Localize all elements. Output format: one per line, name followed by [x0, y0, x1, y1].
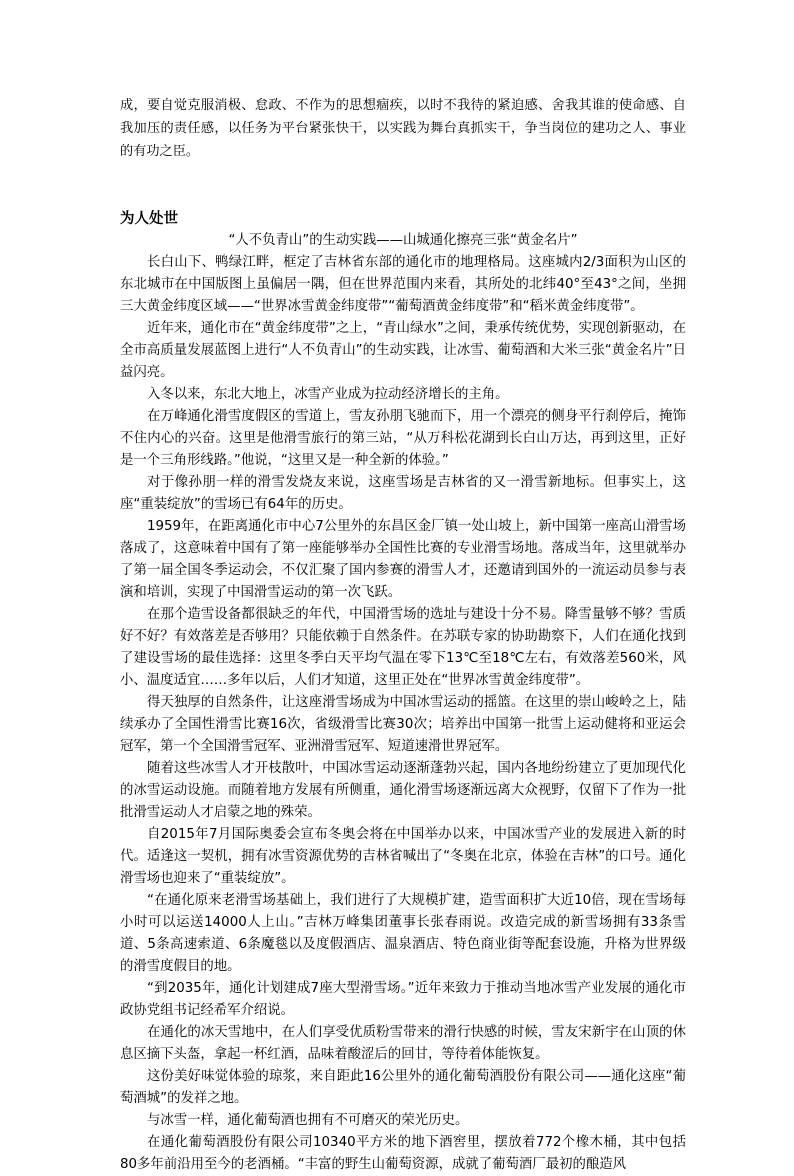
paragraph: 得天独厚的自然条件，让这座滑雪场成为中国冰雪运动的摇篮。在这里的崇山峻岭之上，陆续承办了全国性滑雪比赛16次，省级滑雪比赛30次；培养出中国第一批雪上运动健将和亚运会冠军，第一个全国滑雪冠军、亚洲滑雪冠军、短道速滑世界冠军。 — [120, 695, 686, 754]
intro-block — [120, 94, 686, 163]
paragraph: 对于像孙朋一样的滑雪发烧友来说，这座雪场是吉林省的又一滑雪新地标。但事实上，这座“重装绽放”的雪场已有64年的历史。 — [120, 475, 686, 512]
paragraph: 入冬以来，东北大地上，冰雪产业成为拉动经济增长的主角。 — [147, 387, 509, 402]
paragraph: 在通化葡萄酒股份有限公司10340平方米的地下酒窖里，摆放着772个橡木桶，其中包括80多年前沿用至今的老酒桶。“丰富的野生山葡萄资源，成就了葡萄酒厂最初的酿造风 — [120, 1135, 686, 1172]
paragraph: “到2035年，通化计划建成7座大型滑雪场。”近年来致力于推动当地冰雪产业发展的通化市政协党组书记经希军介绍说。 — [120, 981, 686, 1018]
paragraph: 近年来，通化市在“黄金纬度带”之上，“青山绿水”之间，秉承传统优势，实现创新驱动，在全市高质量发展蓝图上进行“人不负青山”的生动实践，让冰雪、葡萄酒和大米三张“黄金名片”日益闪亮。 — [120, 321, 686, 380]
paragraph: 在那个造雪设备都很缺乏的年代，中国滑雪场的选址与建设十分不易。降雪量够不够？雪质好不好？有效落差是否够用？只能依赖于自然条件。在苏联专家的协助勘察下，人们在通化找到了建设雪场的最佳选择：这里冬季白天平均气温在零下13℃至18℃左右，有效落差560米，风小、温度适宜……多年以后，人们才知道，这里正处在“世界冰雪黄金纬度带”。 — [120, 607, 686, 688]
paragraph: 1959年，在距离通化市中心7公里外的东昌区金厂镇一处山坡上，新中国第一座高山滑雪场落成了，这意味着中国有了第一座能够举办全国性比赛的专业滑雪场地。落成当年，这里就举办了第一届全国冬季运动会，不仅汇聚了国内参赛的滑雪人才，还邀请到国外的一流运动员参与表演和培训，实现了中国滑雪运动的第一次飞跃。 — [120, 519, 686, 600]
paragraph: 自2015年7月国际奥委会宣布冬奥会将在中国举办以来，中国冰雪产业的发展进入新的时代。适逢这一契机，拥有冰雪资源优势的吉林省喊出了“冬奥在北京，体验在吉林”的口号。通化滑雪场也迎来了“重装绽放”。 — [120, 827, 686, 886]
paragraph: 在万峰通化滑雪度假区的雪道上，雪友孙朋飞驰而下，用一个漂亮的侧身平行刹停后，掩饰不住内心的兴奋。这里是他滑雪旅行的第三站，“从万科松花湖到长白山万达，再到这里，正好是一个三角形线路。”他说，“这里又是一种全新的体验。” — [120, 409, 686, 468]
article-body — [120, 252, 686, 1176]
paragraph: 长白山下、鸭绿江畔，框定了吉林省东部的通化市的地理格局。这座城内2/3面积为山区的东北城市在中国版图上虽偏居一隅，但在世界范围内来看，其所处的北纬40°至43°之间，坐拥三大黄金纬度区域——“世界冰雪黄金纬度带”“葡萄酒黄金纬度带”和“稻米黄金纬度带”。 — [120, 255, 686, 314]
paragraph: 与冰雪一样，通化葡萄酒也拥有不可磨灭的荣光历史。 — [147, 1113, 469, 1128]
article-subtitle: “人不负青山”的生动实践——山城通化擦亮三张“黄金名片” — [228, 233, 578, 248]
paragraph: 在通化的冰天雪地中，在人们享受优质粉雪带来的滑行快感的时候，雪友宋新宇在山顶的休息区摘下头盔，拿起一杯红酒，品味着酸涩后的回甘，等待着体能恢复。 — [120, 1025, 686, 1062]
intro-paragraph: 成，要自觉克服消极、怠政、不作为的思想痼疾，以时不我待的紧迫感、舍我其谁的使命感、自我加压的责任感，以任务为平台紧张快干，以实践为舞台真抓实干，争当岗位的建功之人、事业的有功之臣。 — [120, 98, 686, 159]
paragraph: “在通化原来老滑雪场基础上，我们进行了大规模扩建，造雪面积扩大近10倍，现在雪场每小时可以运送14000人上山。”吉林万峰集团董事长张春雨说。改造完成的新雪场拥有33条雪道、5条高速索道、6条魔毯以及度假酒店、温泉酒店、特色商业街等配套设施，升格为世界级的滑雪度假目的地。 — [120, 893, 686, 974]
paragraph: 随着这些冰雪人才开枝散叶，中国冰雪运动逐渐蓬勃兴起，国内各地纷纷建立了更加现代化的冰雪运动设施。而随着地方发展有所侧重，通化滑雪场逐渐远离大众视野，仅留下了作为一批批滑雪运动人才启蒙之地的殊荣。 — [120, 761, 686, 820]
paragraph: 这份美好味觉体验的琼浆，来自距此16公里外的通化葡萄酒股份有限公司——通化这座“葡萄酒城”的发祥之地。 — [120, 1069, 686, 1106]
section-title: 为人处世 — [120, 211, 178, 227]
